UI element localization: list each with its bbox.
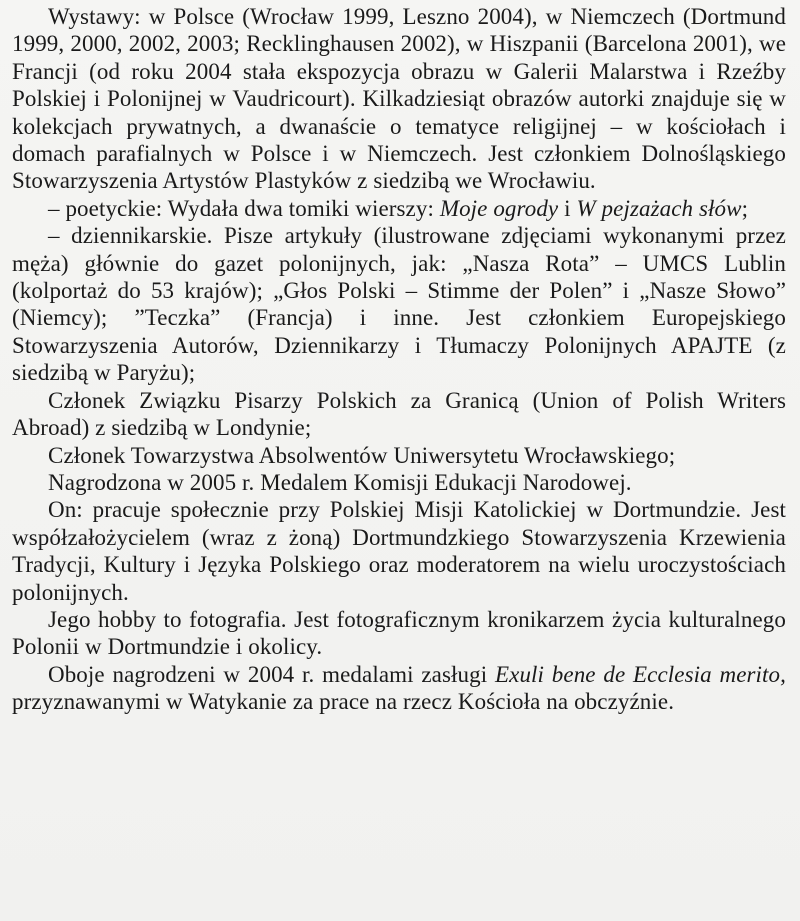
text-run: ; [741, 195, 749, 221]
paragraph-alumni-member [12, 442, 786, 469]
paragraph-poetic [12, 195, 786, 222]
paragraph-union-member [12, 387, 786, 442]
text-run: Jego hobby to fotografia. Jest fotograficznym kronikarzem życia kulturalnego Polonii w Dortmundzie i okolicy. [12, 606, 786, 660]
text-run: Członek Towarzystwa Absolwentów Uniwersytetu Wrocławskiego; [48, 442, 676, 468]
text-run: Członek Związku Pisarzy Polskich za Granicą (Union of Polish Writers Abroad) z siedzibą w Londynie; [12, 387, 786, 441]
book-title-italic: Moje ogrody [439, 195, 559, 221]
text-run: Nagrodzona w 2005 r. Medalem Komisji Edukacji Narodowej. [48, 469, 632, 495]
text-run: Oboje nagrodzeni w 2004 r. medalami zasługi [48, 661, 495, 687]
medal-name-italic: Exuli bene de Ecclesia merito, [494, 661, 786, 687]
text-run: Wystawy: w Polsce (Wrocław 1999, Leszno 2004), w Niemczech (Dortmund 1999, 2000, 2002, 2003; Recklinghausen 2002), w Hiszpanii (Barcelona 2001), we Francji (od roku 2004 stała ekspozycja obrazu w Galerii Malarstwa i Rzeźby Polskiej i Polonijnej w Vaudricourt). Kilkadziesiąt obrazów autorki znajduje się w kolekcjach prywatnych, a dwanaście o tematyce religijnej – w kościołach i domach parafialnych w Polsce i w Niemczech. Jest członkiem Dolnośląskiego Stowarzyszenia Artystów Plastyków z siedzibą we Wrocławiu. [12, 4, 786, 194]
text-run: przyznawanymi w Watykanie za prace na rzecz Kościoła na obczyźnie. [12, 689, 675, 715]
paragraph-exhibitions [12, 3, 786, 195]
text-run: On: pracuje społecznie przy Polskiej Misji Katolickiej w Dortmundzie. Jest współzałożycielem (wraz z żoną) Dortmundzkiego Stowarzyszenia Krzewienia Tradycji, Kultury i Języka Polskiego oraz moderatorem na wielu uroczystościach polonijnych. [12, 497, 786, 605]
paragraph-award [12, 469, 786, 496]
text-run: – dziennikarskie. Pisze artykuły (ilustrowane zdjęciami wykonanymi przez męża) głównie do gazet polonijnych, jak: „Nasza Rota” – UMCS Lublin (kolportaż do 53 krajów); „Głos Polski – Stimme der Polen” i „Nasze Słowo” (Niemcy); ”Teczka” (Francja) i inne. Jest członkiem Europejskiego Stowarzyszenia Autorów, Dziennikarzy i Tłumaczy Polonijnych APAJTE (z siedzibą w Paryżu); [12, 223, 786, 386]
text-run: – poetyckie: Wydała dwa tomiki wierszy: [48, 195, 440, 221]
text-run: i [558, 195, 577, 221]
paragraph-both-awarded [12, 661, 786, 716]
paragraph-he-works [12, 496, 786, 606]
paragraph-journalistic [12, 222, 786, 386]
book-title-italic: W pejzażach słów [576, 195, 742, 221]
paragraph-hobby [12, 606, 786, 661]
